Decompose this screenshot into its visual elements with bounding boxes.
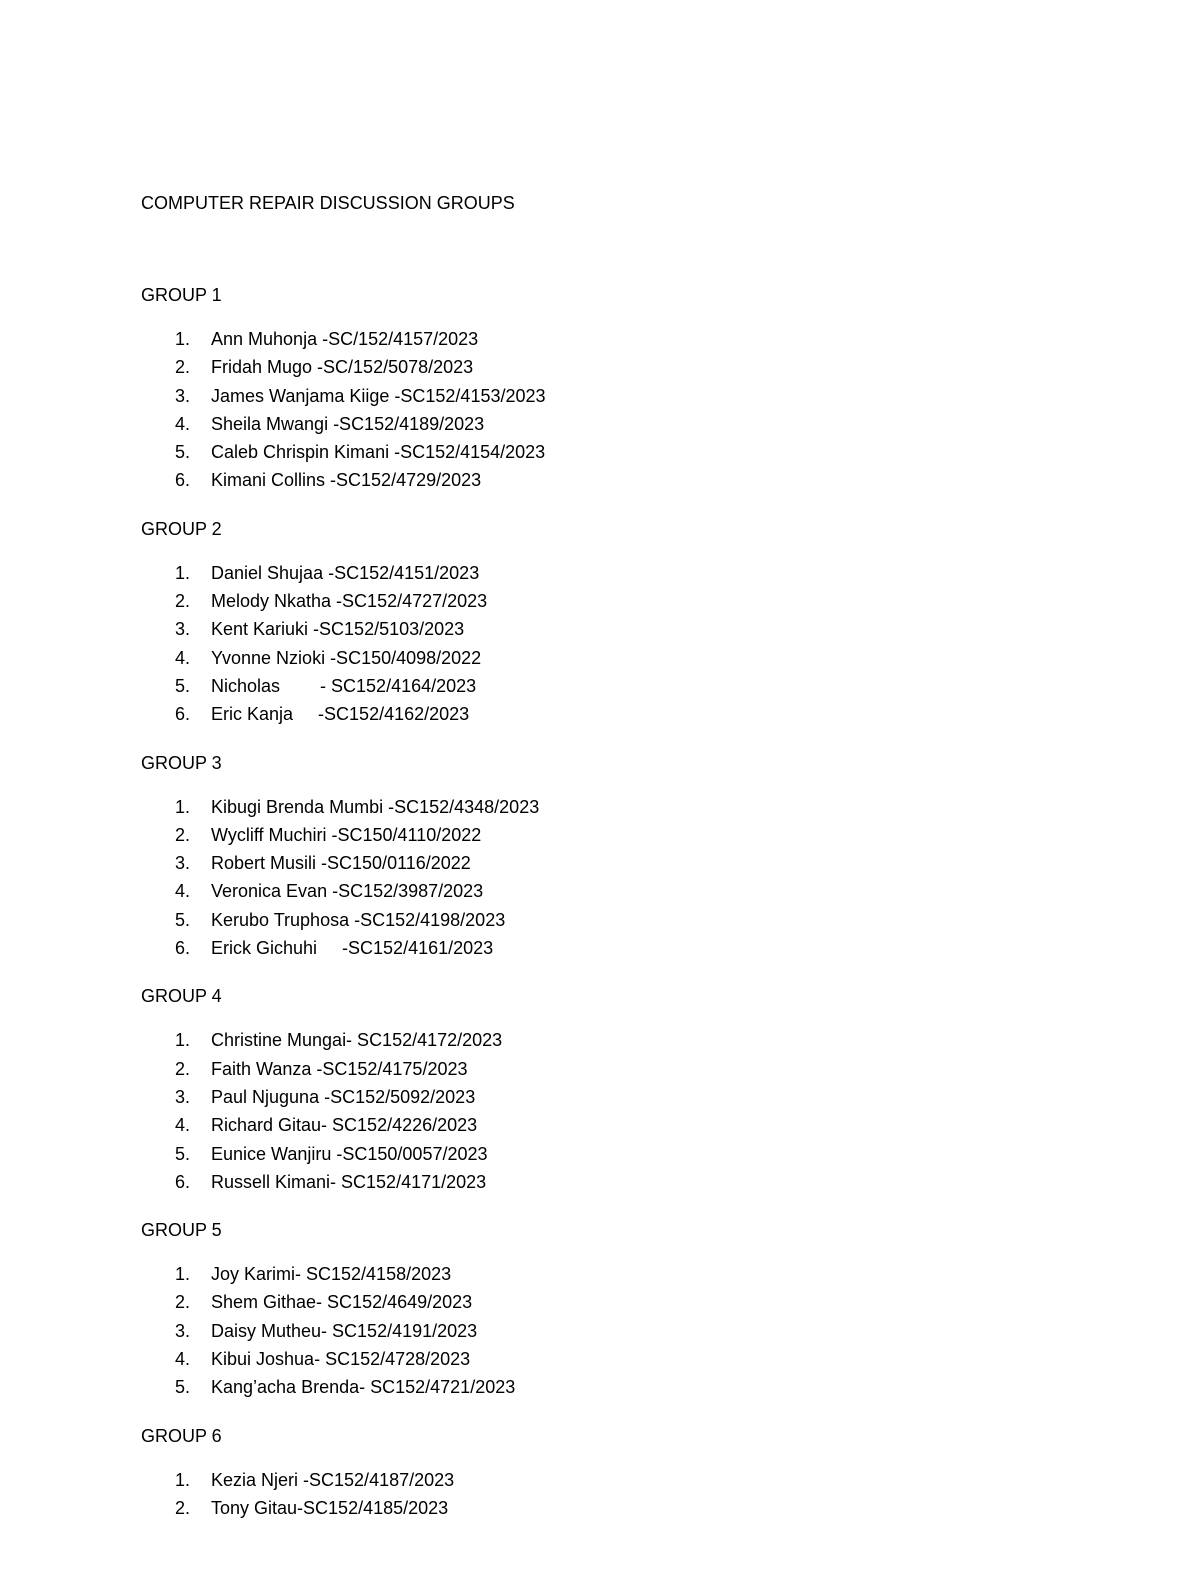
list-item-number: 5. <box>175 1377 191 1398</box>
list-item <box>141 412 1061 440</box>
document-title: COMPUTER REPAIR DISCUSSION GROUPS <box>141 193 515 213</box>
member-name-and-reg-no: Wycliff Muchiri -SC150/4110/2022 <box>211 824 482 845</box>
list-item-number: 4. <box>175 881 191 902</box>
member-name-and-reg-no: Kerubo Truphosa -SC152/4198/2023 <box>211 909 506 930</box>
list-item <box>141 879 1061 907</box>
list-item <box>141 1113 1061 1141</box>
member-name-and-reg-no: Nicholas - SC152/4164/2023 <box>211 675 477 696</box>
group-heading: GROUP 1 <box>141 285 222 305</box>
member-name-and-reg-no: Kezia Njeri -SC152/4187/2023 <box>211 1469 455 1490</box>
member-name-and-reg-no: Fridah Mugo -SC/152/5078/2023 <box>211 357 474 378</box>
list-item <box>141 646 1061 674</box>
member-name-and-reg-no: Paul Njuguna -SC152/5092/2023 <box>211 1086 476 1107</box>
group-section <box>141 517 1061 731</box>
member-name-and-reg-no: Eric Kanja -SC152/4162/2023 <box>211 704 470 725</box>
list-item <box>141 589 1061 617</box>
member-name-and-reg-no: Shem Githae- SC152/4649/2023 <box>211 1292 473 1313</box>
member-name-and-reg-no: James Wanjama Kiige -SC152/4153/2023 <box>211 385 546 406</box>
list-item-number: 3. <box>175 853 191 874</box>
group-section <box>141 984 1061 1198</box>
list-item-number: 5. <box>175 909 191 930</box>
list-item <box>141 851 1061 879</box>
list-item-number: 2. <box>175 591 191 612</box>
member-name-and-reg-no: Veronica Evan -SC152/3987/2023 <box>211 881 484 902</box>
list-item <box>141 1142 1061 1170</box>
member-name-and-reg-no: Christine Mungai- SC152/4172/2023 <box>211 1030 503 1051</box>
member-list <box>141 795 1061 965</box>
member-list <box>141 327 1061 497</box>
list-item-number: 4. <box>175 1115 191 1136</box>
member-list <box>141 1028 1061 1198</box>
member-name-and-reg-no: Ann Muhonja -SC/152/4157/2023 <box>211 329 479 349</box>
list-item <box>141 936 1061 964</box>
member-name-and-reg-no: Robert Musili -SC150/0116/2022 <box>211 853 471 874</box>
member-name-and-reg-no: Kent Kariuki -SC152/5103/2023 <box>211 619 465 640</box>
list-item-number: 6. <box>175 1171 191 1192</box>
list-item-number: 6. <box>175 704 191 725</box>
group-section <box>141 751 1061 965</box>
list-item <box>141 702 1061 730</box>
member-name-and-reg-no: Caleb Chrispin Kimani -SC152/4154/2023 <box>211 442 546 463</box>
list-item-number: 6. <box>175 938 191 959</box>
list-item <box>141 468 1061 496</box>
member-name-and-reg-no: Kibugi Brenda Mumbi -SC152/4348/2023 <box>211 796 540 817</box>
list-item <box>141 1057 1061 1085</box>
member-name-and-reg-no: Tony Gitau-SC152/4185/2023 <box>211 1497 449 1518</box>
list-item <box>141 384 1061 412</box>
list-item-number: 3. <box>175 619 191 640</box>
list-item-number: 5. <box>175 442 191 463</box>
member-name-and-reg-no: Eunice Wanjiru -SC150/0057/2023 <box>211 1143 488 1164</box>
list-item-number: 2. <box>175 824 191 845</box>
list-item <box>141 1262 1061 1290</box>
list-item-number: 5. <box>175 675 191 696</box>
list-item-number: 3. <box>175 385 191 406</box>
list-item-number: 2. <box>175 1497 191 1518</box>
member-name-and-reg-no: Erick Gichuhi -SC152/4161/2023 <box>211 938 494 959</box>
group-section <box>141 1218 1061 1403</box>
member-name-and-reg-no: Kimani Collins -SC152/4729/2023 <box>211 470 482 491</box>
list-item <box>141 908 1061 936</box>
list-item <box>141 1347 1061 1375</box>
member-name-and-reg-no: Kibui Joshua- SC152/4728/2023 <box>211 1349 471 1370</box>
list-item <box>141 355 1061 383</box>
list-item <box>141 1290 1061 1318</box>
list-item-number: 1. <box>175 1469 191 1490</box>
group-section <box>141 283 1061 497</box>
list-item <box>141 1170 1061 1198</box>
list-item <box>141 1319 1061 1347</box>
list-item-number: 1. <box>175 1030 191 1051</box>
list-item <box>141 1375 1061 1403</box>
member-name-and-reg-no: Daisy Mutheu- SC152/4191/2023 <box>211 1320 478 1341</box>
list-item-number: 4. <box>175 647 191 668</box>
group-section <box>141 1424 1061 1525</box>
list-item-number: 2. <box>175 357 191 378</box>
member-name-and-reg-no: Joy Karimi- SC152/4158/2023 <box>211 1264 452 1285</box>
list-item <box>141 674 1061 702</box>
list-item <box>141 1085 1061 1113</box>
list-item-number: 3. <box>175 1086 191 1107</box>
group-heading: GROUP 3 <box>141 752 222 773</box>
member-name-and-reg-no: Richard Gitau- SC152/4226/2023 <box>211 1115 478 1136</box>
list-item <box>141 1496 1061 1524</box>
group-heading: GROUP 6 <box>141 1425 222 1446</box>
member-name-and-reg-no: Daniel Shujaa -SC152/4151/2023 <box>211 562 480 583</box>
list-item <box>141 561 1061 589</box>
list-item-number: 1. <box>175 562 191 583</box>
list-item <box>141 1468 1061 1496</box>
list-item-number: 4. <box>175 413 191 434</box>
member-name-and-reg-no: Melody Nkatha -SC152/4727/2023 <box>211 591 488 612</box>
list-item-number: 1. <box>175 1264 191 1285</box>
groups-container <box>141 283 1061 1524</box>
list-item <box>141 1028 1061 1056</box>
member-name-and-reg-no: Kang’acha Brenda- SC152/4721/2023 <box>211 1377 516 1398</box>
member-name-and-reg-no: Faith Wanza -SC152/4175/2023 <box>211 1058 468 1079</box>
list-item <box>141 823 1061 851</box>
member-list <box>141 1468 1061 1525</box>
list-item-number: 4. <box>175 1349 191 1370</box>
list-item-number: 3. <box>175 1320 191 1341</box>
list-item <box>141 795 1061 823</box>
list-item-number: 6. <box>175 470 191 491</box>
list-item-number: 1. <box>175 796 191 817</box>
list-item-number: 5. <box>175 1143 191 1164</box>
list-item-number: 1. <box>175 329 191 349</box>
document-content <box>141 143 1061 1592</box>
member-name-and-reg-no: Sheila Mwangi -SC152/4189/2023 <box>211 413 485 434</box>
member-name-and-reg-no: Yvonne Nzioki -SC150/4098/2022 <box>211 647 482 668</box>
list-item <box>141 440 1061 468</box>
group-heading: GROUP 2 <box>141 518 222 539</box>
member-list <box>141 1262 1061 1403</box>
list-item <box>141 327 1061 355</box>
list-item-number: 2. <box>175 1058 191 1079</box>
member-list <box>141 561 1061 731</box>
list-item <box>141 617 1061 645</box>
group-heading: GROUP 5 <box>141 1220 222 1241</box>
group-heading: GROUP 4 <box>141 986 222 1007</box>
list-item-number: 2. <box>175 1292 191 1313</box>
member-name-and-reg-no: Russell Kimani- SC152/4171/2023 <box>211 1171 487 1192</box>
